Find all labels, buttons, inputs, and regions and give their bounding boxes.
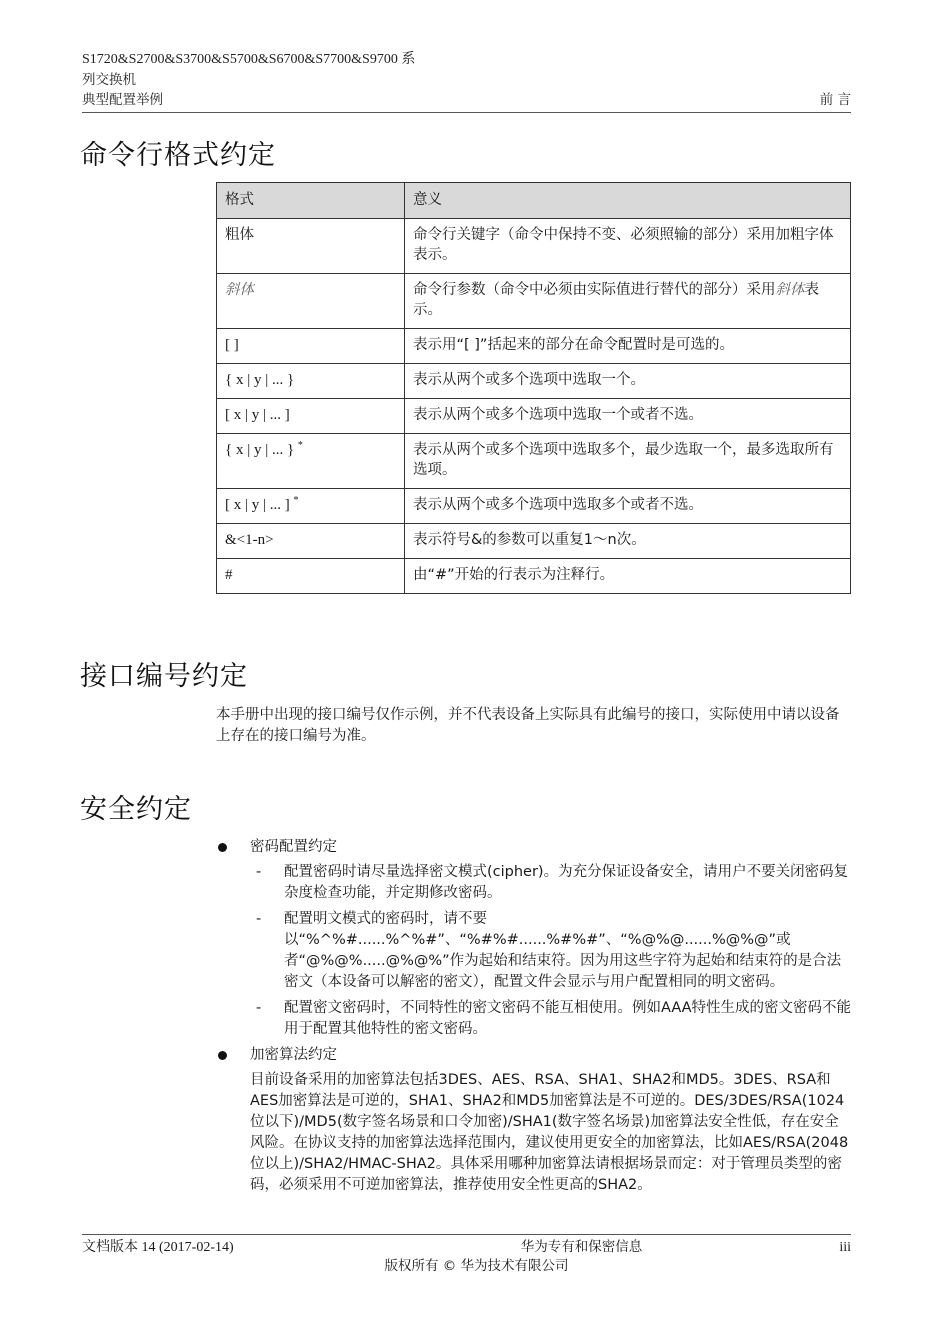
format-cell: [ x | y | ... ] [217, 399, 405, 434]
format-text: [ x | y | ... ] [225, 497, 290, 513]
format-cell [217, 489, 405, 524]
copyright-notice: 版权所有 © 华为技术有限公司 [384, 1258, 569, 1274]
security-list [216, 837, 852, 1196]
page-number: iii [839, 1240, 851, 1255]
meaning-cell: 表示从两个或多个选项中选取多个，最少选取一个，最多选取所有选项。 [405, 434, 851, 489]
table-row [217, 434, 851, 489]
header-format: 格式 [217, 183, 405, 219]
dash-item-text: 配置明文模式的密码时，请不要以“%^%#......%^%#”、“%#%#......%#%#”、“%@%@......%@%@”或者“@%@%.....@%@%”作为起始和结束符。因为用这些字符为起始和结束符的是合法密文（本设备可以解密的密文），配置文件会显示与用户配置相同的明文密码。 [284, 911, 842, 990]
dash-item [216, 909, 852, 993]
dash-icon: - [256, 911, 262, 927]
meaning-cell: 由“#”开始的行表示为注释行。 [405, 559, 851, 594]
meaning-cell: 表示从两个或多个选项中选取一个。 [405, 364, 851, 399]
bullet-encryption-algorithms [216, 1045, 852, 1066]
dash-item [216, 998, 852, 1040]
dash-item-text: 配置密码时请尽量选择密文模式(cipher)。为充分保证设备安全，请用户不要关闭密码复杂度检查功能，并定期修改密码。 [284, 864, 849, 901]
doc-title-line1: S1720&S2700&S3700&S5700&S6700&S7700&S9700 系 [82, 52, 416, 67]
meaning-text: 表示。 [413, 282, 819, 318]
asterisk-sup: * [293, 495, 299, 506]
format-cell [217, 434, 405, 489]
page-footer [82, 1234, 851, 1276]
table-row [217, 274, 851, 329]
cli-format-table [216, 182, 851, 594]
dash-icon: - [256, 1000, 262, 1016]
bullet-password-config [216, 837, 852, 858]
table-header-row [217, 183, 851, 219]
heading-interface-numbering: 接口编号约定 [80, 661, 248, 692]
table-row [217, 219, 851, 274]
format-cell: [ ] [217, 329, 405, 364]
format-cell: 粗体 [217, 219, 405, 274]
table-row [217, 329, 851, 364]
meaning-cell: 表示从两个或多个选项中选取多个或者不选。 [405, 489, 851, 524]
bullet-title: 加密算法约定 [250, 1047, 337, 1063]
header-bottom-row [82, 90, 851, 113]
footer-row [82, 1238, 851, 1257]
format-cell: 斜体 [217, 274, 405, 329]
bullet-icon [218, 843, 227, 852]
table-row [217, 399, 851, 434]
format-cell: # [217, 559, 405, 594]
dash-icon: - [256, 864, 262, 880]
interface-numbering-text: 本手册中出现的接口编号仅作示例，并不代表设备上实际具有此编号的接口，实际使用中请以设备上存在的接口编号为准。 [216, 707, 840, 744]
meaning-cell: 表示从两个或多个选项中选取一个或者不选。 [405, 399, 851, 434]
heading-security: 安全约定 [80, 794, 192, 825]
format-cell: &<1-n> [217, 524, 405, 559]
meaning-cell: 表示符号&的参数可以重复1～n次。 [405, 524, 851, 559]
page-header [82, 50, 851, 113]
bullet-title: 密码配置约定 [250, 839, 337, 855]
meaning-text: 命令行参数（命令中必须由实际值进行替代的部分）采用 [413, 282, 776, 298]
table-row [217, 524, 851, 559]
heading-cli-format: 命令行格式约定 [80, 140, 276, 171]
confidential-notice: 华为专有和保密信息 [520, 1239, 643, 1255]
doc-version: 文档版本 14 (2017-02-14) [82, 1240, 234, 1255]
table-row [217, 364, 851, 399]
meaning-cell [405, 274, 851, 329]
format-text: { x | y | ... } [225, 442, 295, 458]
section-name: 前 言 [819, 92, 851, 108]
bullet-icon [218, 1051, 227, 1060]
format-cell: { x | y | ... } [217, 364, 405, 399]
encryption-algorithms-text: 目前设备采用的加密算法包括3DES、AES、RSA、SHA1、SHA2和MD5。3DES、RSA和AES加密算法是可逆的，SHA1、SHA2和MD5加密算法是不可逆的。DES/3DES/RSA(1024位以下)/MD5(数字签名场景和口令加密)/SHA1(数字签名场景)加密算法安全性低，存在安全风险。在协议支持的加密算法选择范围内，建议使用更安全的加密算法，比如AES/RSA(2048位以上)/SHA2/HMAC-SHA2。具体采用哪种加密算法请根据场景而定：对于管理员类型的密码，必须采用不可逆加密算法，推荐使用安全性更高的SHA2。 [250, 1072, 849, 1193]
header-meaning: 意义 [405, 183, 851, 219]
doc-title-line2: 列交换机 [82, 72, 136, 88]
table-row [217, 559, 851, 594]
dash-item-text: 配置密文密码时，不同特性的密文密码不能互相使用。例如AAA特性生成的密文密码不能用于配置其他特性的密文密码。 [284, 1000, 852, 1037]
meaning-cell: 表示用“[ ]”括起来的部分在命令配置时是可选的。 [405, 329, 851, 364]
table-row [217, 489, 851, 524]
doc-subtitle: 典型配置举例 [82, 92, 163, 108]
asterisk-sup: * [297, 440, 303, 451]
dash-item [216, 862, 852, 904]
meaning-cell: 命令行关键字（命令中保持不变、必须照输的部分）采用加粗字体表示。 [405, 219, 851, 274]
meaning-italic-text: 斜体 [775, 282, 805, 298]
